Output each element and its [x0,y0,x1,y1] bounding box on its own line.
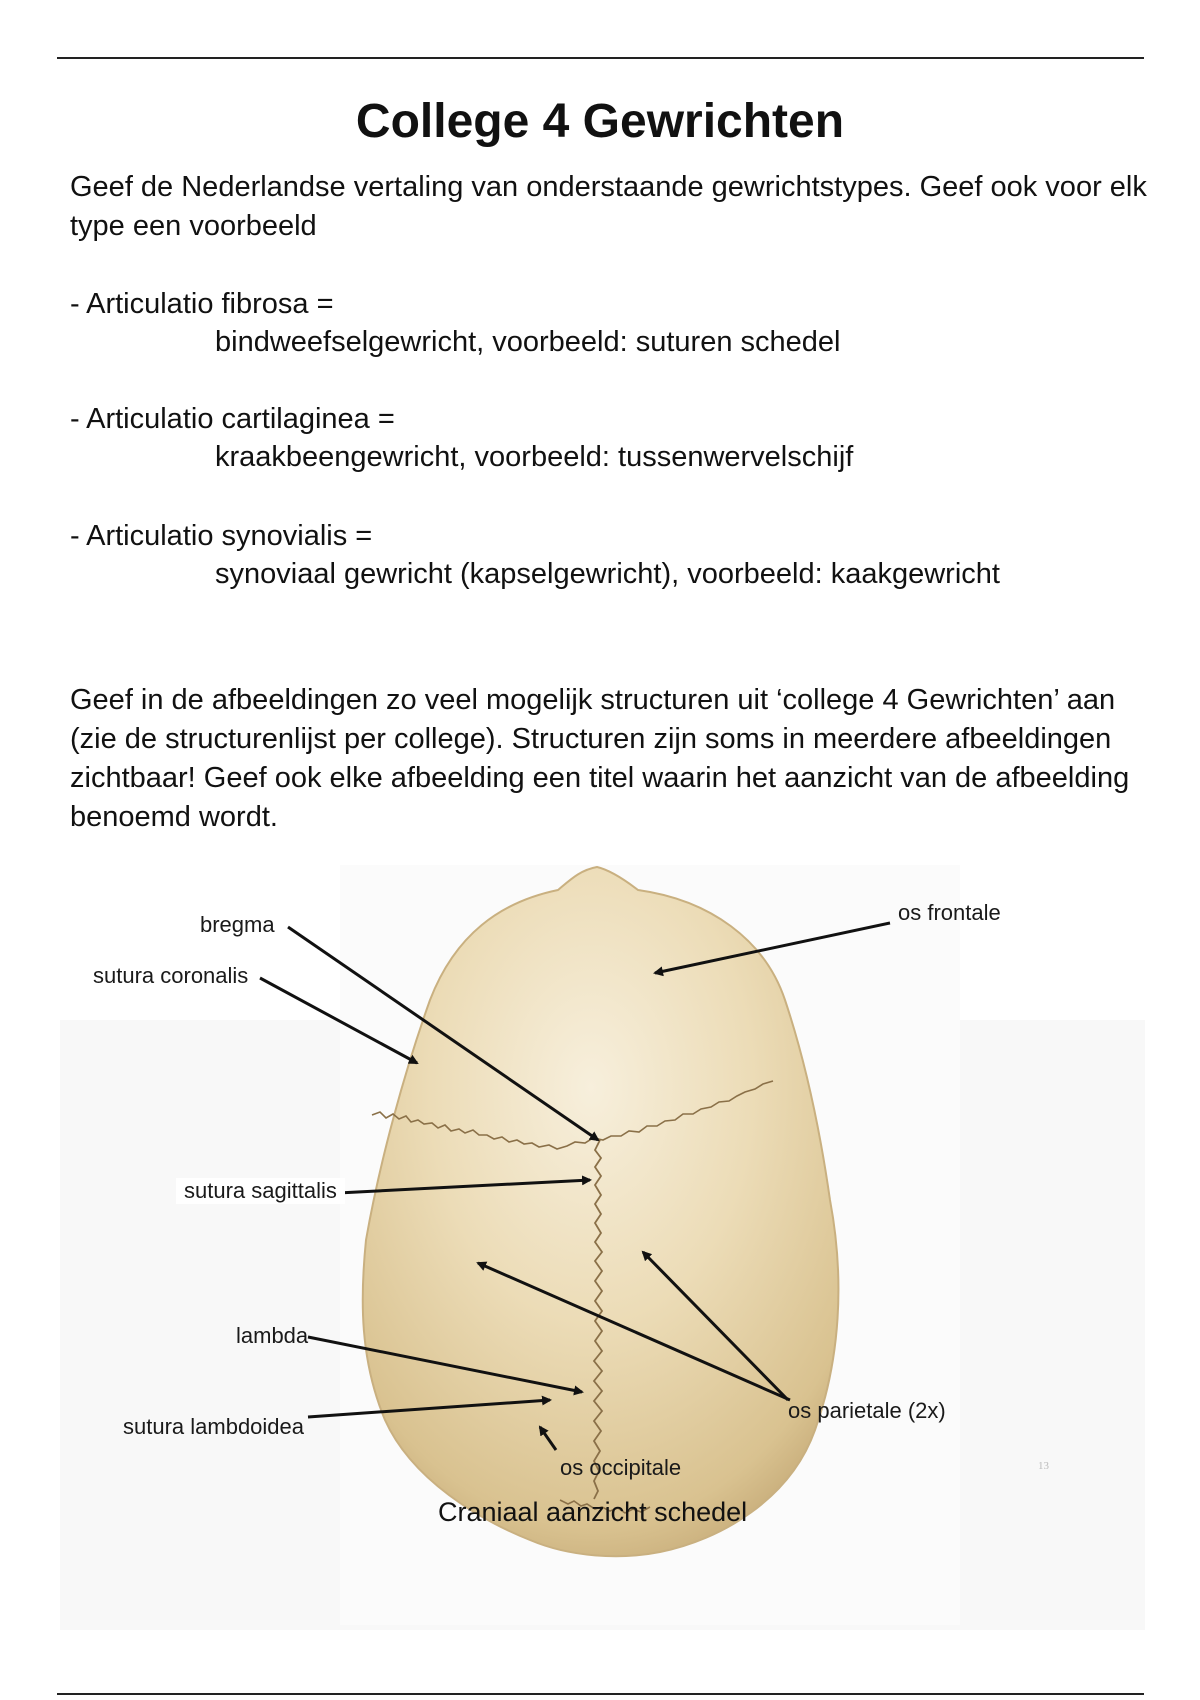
label-lambda: lambda [236,1323,309,1348]
label-os-occipitale: os occipitale [560,1455,682,1480]
joint-answer-cartilaginea: kraakbeengewricht, voorbeeld: tussenwervelschijf [215,441,854,473]
page-title: College 4 Gewrichten [355,95,845,148]
bottom-rule [57,1693,1144,1695]
page-number: 13 [1038,1460,1049,1472]
joint-term-fibrosa: - Articulatio fibrosa = [70,288,334,320]
top-rule [57,57,1144,59]
intro-paragraph: Geef de Nederlandse vertaling van onderstaande gewrichtstypes. Geef ook voor elk type een voorbeeld [70,171,1147,242]
joint-term-cartilaginea: - Articulatio cartilaginea = [70,403,395,435]
label-sutura-lambdoidea: sutura lambdoidea [123,1414,305,1439]
label-os-frontale: os frontale [898,900,1001,925]
label-os-parietale: os parietale (2x) [788,1398,946,1423]
joint-term-synovialis: - Articulatio synovialis = [70,520,373,552]
joint-answer-fibrosa: bindweefselgewricht, voorbeeld: suturen schedel [215,326,841,358]
label-bregma: bregma [200,912,275,937]
instructions-paragraph: Geef in de afbeeldingen zo veel mogelijk structuren uit ‘college 4 Gewrichten’ aan (zie de structurenlijst per college). Structuren zijn soms in meerdere afbeeldingen zichtbaar! Geef ook elke afbeelding een titel waarin het aanzicht van de afbeelding benoemd wordt. [70,684,1130,833]
label-sutura-sagittalis: sutura sagittalis [176,1178,345,1204]
joint-answer-synovialis: synoviaal gewricht (kapselgewricht), voorbeeld: kaakgewricht [215,558,1000,590]
figure-caption: Craniaal aanzicht schedel [438,1497,748,1527]
skull-figure [60,860,1145,1630]
label-sutura-coronalis: sutura coronalis [93,963,249,988]
